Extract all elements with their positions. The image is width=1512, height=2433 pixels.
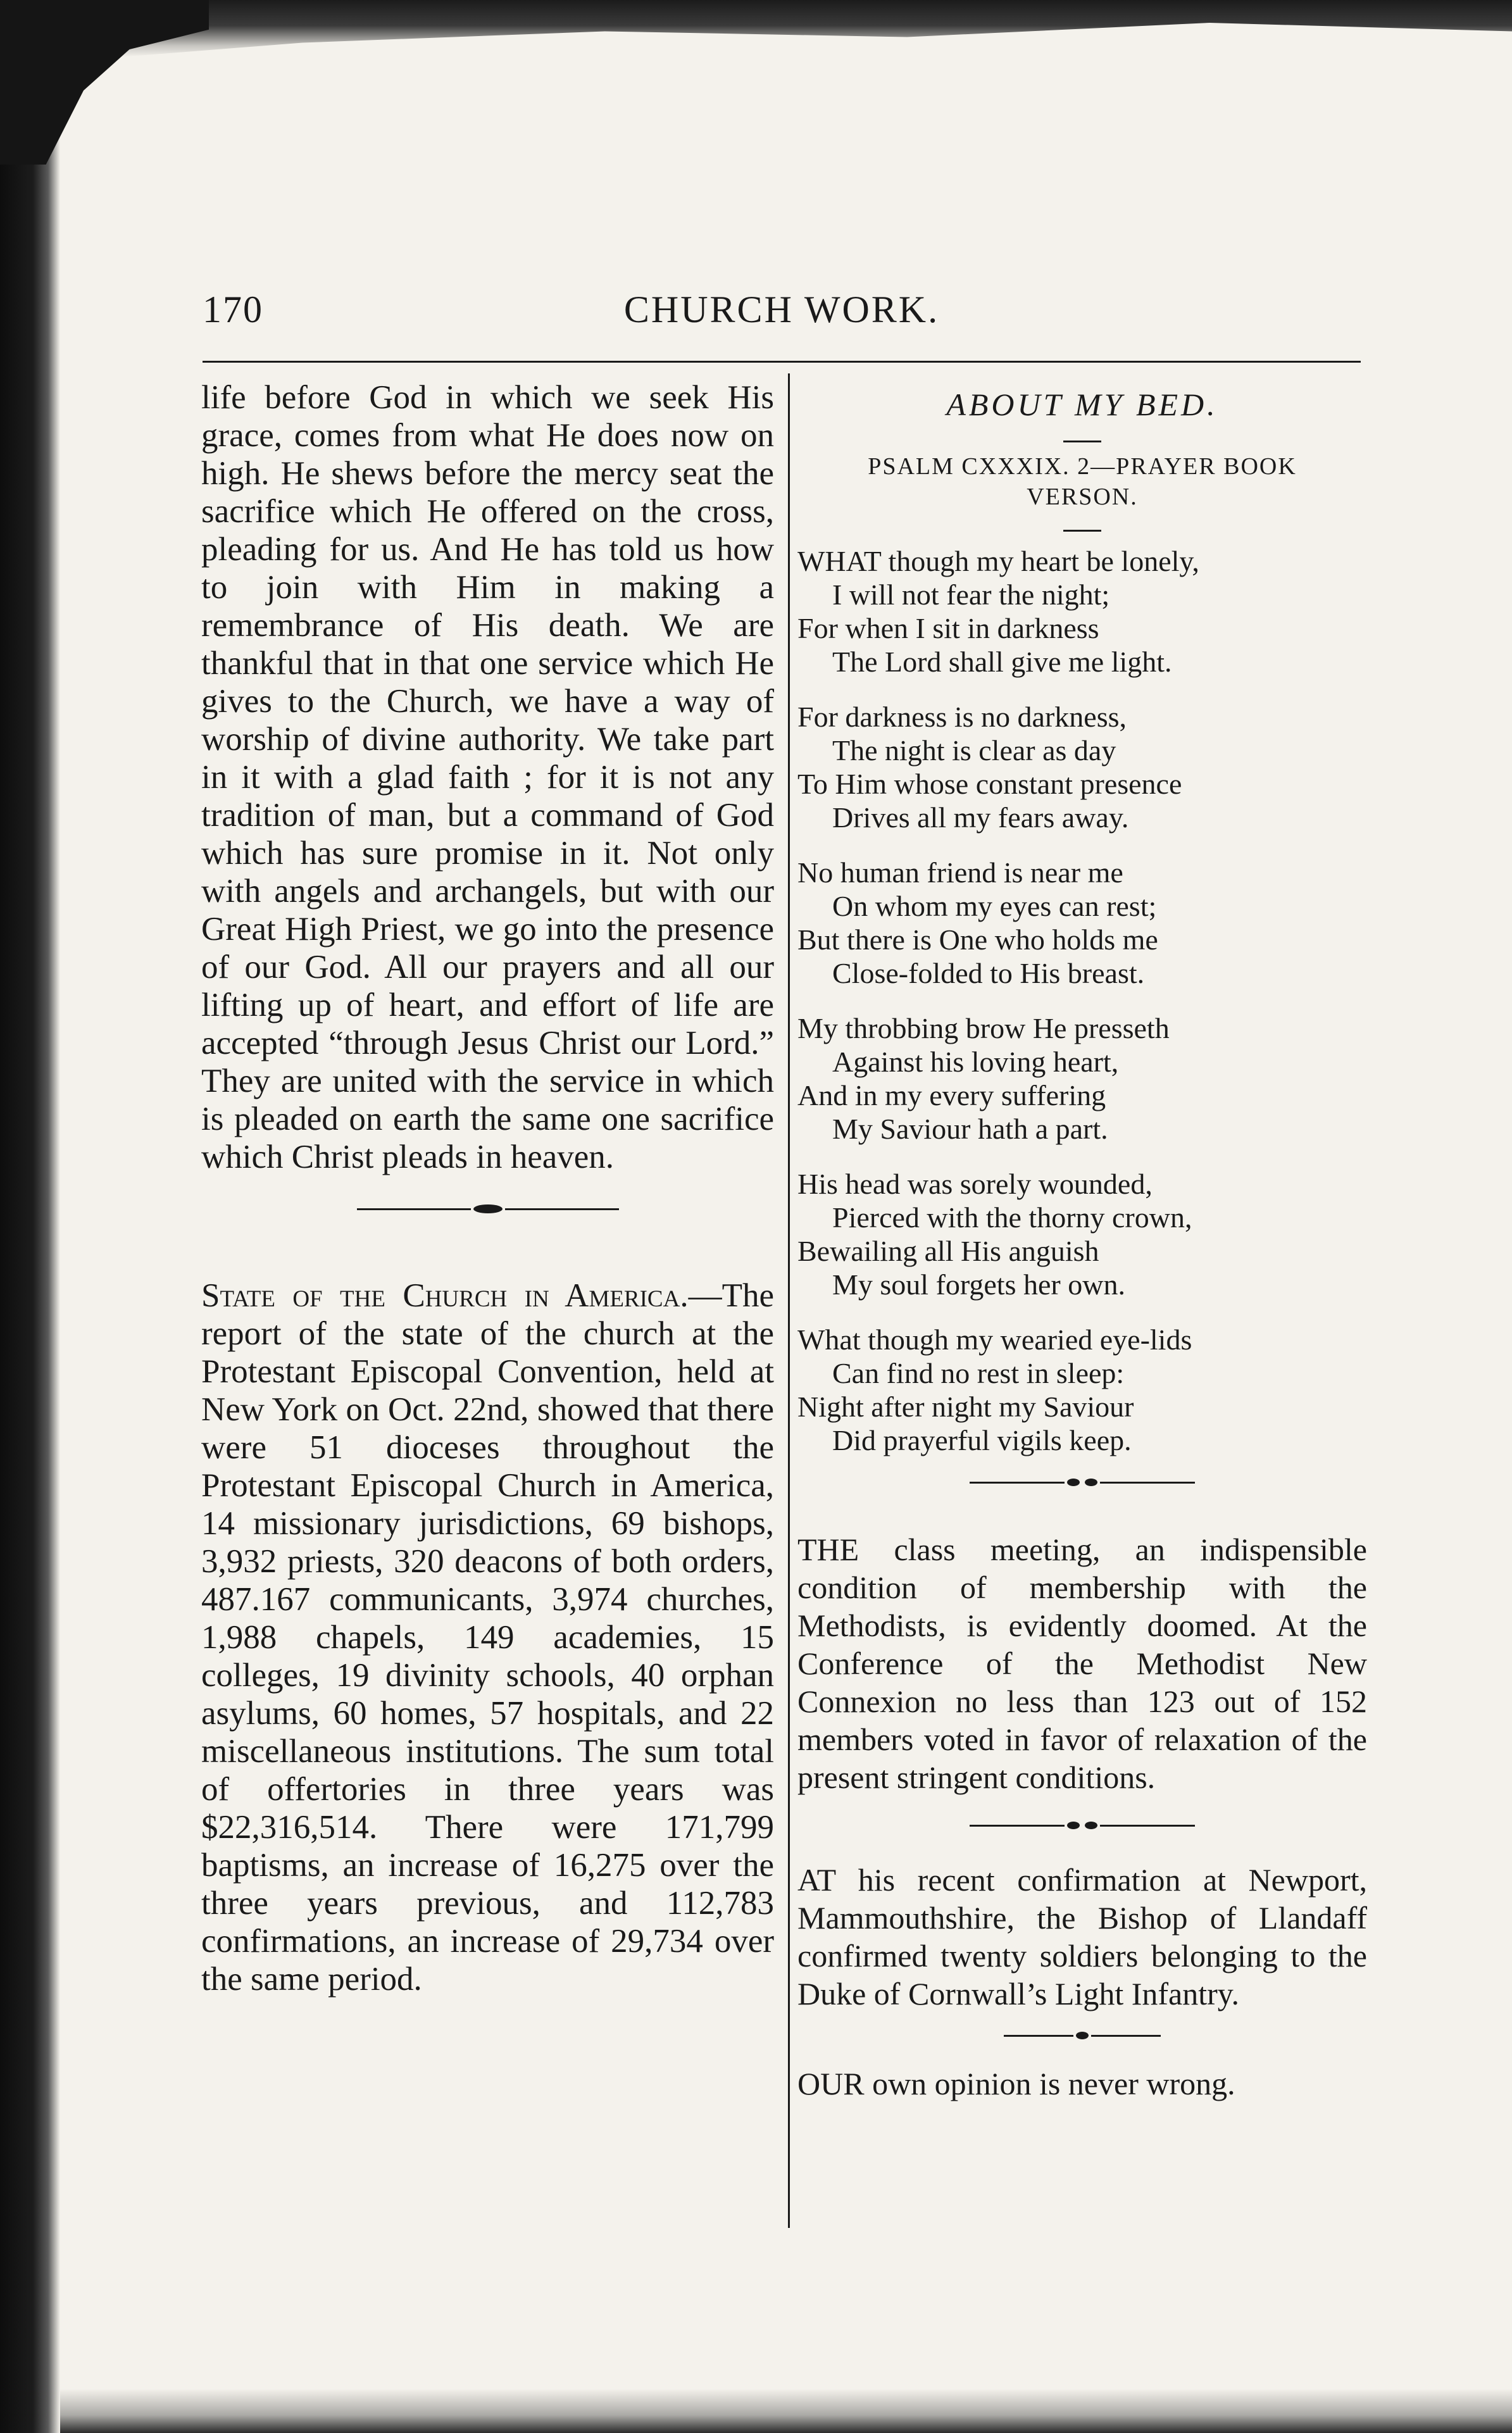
poem-line: On whom my eyes can rest;	[832, 890, 1157, 922]
poem-line: For when I sit in darkness	[797, 612, 1099, 644]
poem-line: My soul forgets her own.	[832, 1268, 1125, 1301]
continued-paragraph: life before God in which we seek His grace, comes from what He does now on high. He shews before the mercy seat the sacrifice which He offered on the cross, pleading for us. And He has told us how to join with Him in making a remembrance of His death. We are thankful that in that one service which He gives to the Church, we have a way of worship of divine authority. We take part in it with a glad faith ; for it is not any tradition of man, but a command of God which has sure promise in it. Not only with angels and archangels, but with our Great High Priest, we go into the presence of our God. All our prayers and all our lifting up of heart, and effort of life are accepted “through Jesus Christ our Lord.” They are united with the service in which is pleaded on earth the same one sacrifice which Christ pleads in heaven.	[201, 379, 774, 1175]
article-state-of-church	[201, 1277, 774, 1998]
note-opinion: OUR own opinion is never wrong.	[797, 2066, 1235, 2101]
poem-line: But there is One who holds me	[797, 923, 1158, 956]
poem-line: Close-folded to His breast.	[832, 957, 1145, 989]
section-ornament	[797, 1822, 1367, 1829]
stanza	[797, 544, 1367, 679]
stanza	[797, 1323, 1367, 1457]
right-column	[797, 378, 1367, 2103]
poem-line: Bewailing all His anguish	[797, 1235, 1099, 1267]
article-heading: State of the Church in America.	[201, 1277, 689, 1314]
poem-title: ABOUT MY BED.	[946, 387, 1218, 422]
column-divider	[788, 373, 790, 2228]
torn-top-edge	[0, 0, 1512, 57]
article-body: —The report of the state of the church at the Protestant Episcopal Convention, held at New York on Oct. 22nd, showed that there were 51 dioceses throughout the Protestant Episcopal Church in America, 14 missionary jurisdictions, 69 bishops, 3,932 priests, 320 deacons of both orders, 487.167 communicants, 3,974 churches, 1,988 chapels, 149 academies, 15 colleges, 19 divinity schools, 40 orphan asylums, 60 homes, 57 hospitals, and 22 miscellaneous institutions. The sum total of offertories in three years was $22,316,514. There were 171,799 baptisms, an increase of 16,275 over the three years previous, and 112,783 confirmations, an increase of 29,734 over the same period.	[201, 1277, 774, 1998]
note-confirmation: AT his recent confirmation at Newport, Mammouthshire, the Bishop of Llandaff confirmed twenty soldiers belonging to the Duke of Cornwall’s Light Infantry.	[797, 1862, 1367, 2011]
binding-edge	[0, 0, 60, 2433]
section-ornament	[797, 1479, 1367, 1486]
header-rule	[203, 361, 1361, 363]
poem-subtitle-line-2: VERSON.	[1027, 484, 1138, 510]
page-number: 170	[203, 289, 263, 330]
poem-line: My Saviour hath a part.	[832, 1113, 1108, 1145]
stanza	[797, 856, 1367, 990]
stanza	[797, 700, 1367, 834]
poem-line: WHAT though my heart be lonely,	[797, 545, 1199, 577]
section-ornament	[201, 1204, 774, 1213]
poem-line: No human friend is near me	[797, 856, 1123, 889]
poem-line: And in my every suffering	[797, 1079, 1106, 1111]
subtitle-rule	[1063, 530, 1101, 532]
poem-line: I will not fear the night;	[832, 579, 1110, 611]
running-head	[203, 288, 1361, 345]
poem-line: Against his loving heart,	[832, 1046, 1119, 1078]
poem-subtitle	[797, 451, 1367, 512]
left-column	[201, 378, 774, 1998]
torn-corner	[0, 0, 209, 165]
poem-line: The night is clear as day	[832, 734, 1116, 766]
poem-line: For darkness is no darkness,	[797, 701, 1127, 733]
stanza	[797, 1167, 1367, 1301]
poem-body	[797, 544, 1367, 1457]
stanza	[797, 1011, 1367, 1146]
poem-line: My throbbing brow He presseth	[797, 1012, 1170, 1044]
poem-line: Can find no rest in sleep:	[832, 1357, 1125, 1389]
section-ornament	[797, 2032, 1367, 2039]
poem-line: His head was sorely wounded,	[797, 1168, 1153, 1200]
poem-line: Drives all my fears away.	[832, 801, 1129, 834]
poem-line: Pierced with the thorny crown,	[832, 1201, 1192, 1234]
running-title: CHURCH WORK.	[623, 289, 940, 330]
poem-line: Did prayerful vigils keep.	[832, 1424, 1132, 1456]
poem-line: Night after night my Saviour	[797, 1391, 1134, 1423]
poem-line: What though my wearied eye-lids	[797, 1323, 1192, 1356]
title-rule	[1063, 441, 1101, 442]
note-methodists: THE class meeting, an indispensible condition of membership with the Methodists, is evidently doomed. At the Conference of the Methodist New Connexion no less than 123 out of 152 members voted in favor of relaxation of the present stringent conditions.	[797, 1532, 1367, 1795]
poem-line: To Him whose constant presence	[797, 768, 1182, 800]
bottom-edge	[60, 2389, 1512, 2433]
poem-line: The Lord shall give me light.	[832, 646, 1172, 678]
poem-subtitle-line-1: PSALM CXXXIX. 2—PRAYER BOOK	[868, 453, 1297, 480]
